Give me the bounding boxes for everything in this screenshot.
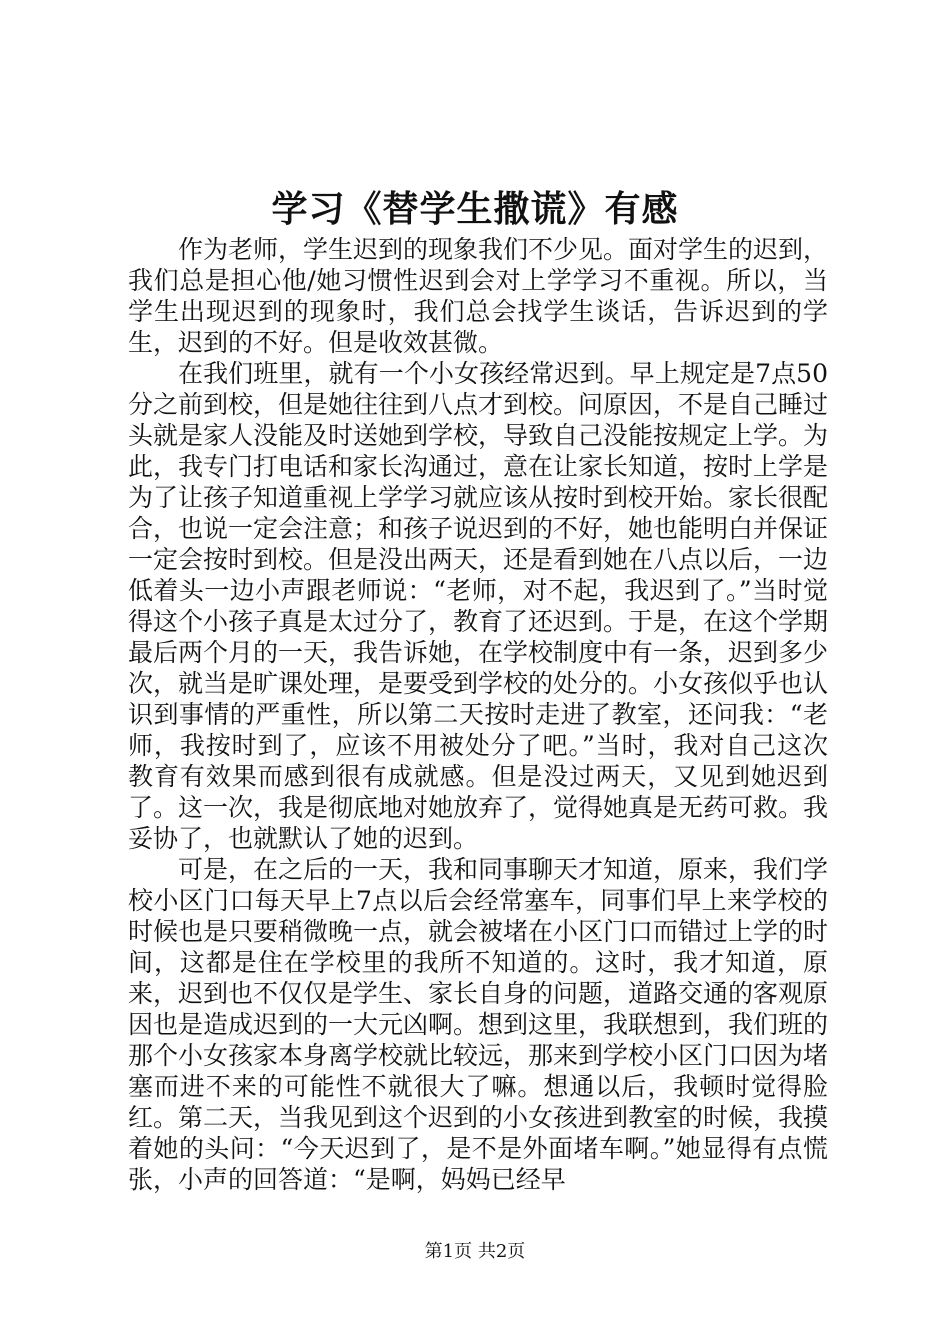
paragraph-3: 可是，在之后的一天，我和同事聊天才知道，原来，我们学校小区门口每天早上7点以后会经常塞车，同事们早上来学校的时候也是只要稍微晚一点，就会被堵在小区门口而错过上学的时间，这都是住在学校里的我所不知道的。这时，我才知道，原来，迟到也不仅仅是学生、家长自身的问题，道路交通的客观原因也是造成迟到的一大元凶啊。想到这里，我联想到，我们班的那个小女孩家本身离学校就比较远，那来到学校小区门口因为堵塞而进不来的可能性不就很大了嘛。想通以后，我顿时觉得脸红。第二天，当我见到这个迟到的小女孩进到教室的时候，我摸着她的头问：“今天迟到了，是不是外面堵车啊。”她显得有点慌张，小声的回答道：“是啊，妈妈已经早 xyxy=(128,855,829,1194)
document-title: 学习《替学生撒谎》有感 xyxy=(271,188,679,230)
page-number-footer: 第1页 共2页 xyxy=(424,1241,526,1262)
document-body xyxy=(128,234,828,1195)
paragraph-1: 作为老师，学生迟到的现象我们不少见。面对学生的迟到，我们总是担心他/她习惯性迟到会对上学学习不重视。所以，当学生出现迟到的现象时，我们总会找学生谈话，告诉迟到的学生，迟到的不好。但是收效甚微。 xyxy=(128,235,829,357)
paragraph-2: 在我们班里，就有一个小女孩经常迟到。早上规定是7点50分之前到校，但是她往往到八点才到校。问原因，不是自己睡过头就是家人没能及时送她到学校，导致自己没能按规定上学。为此，我专门打电话和家长沟通过，意在让家长知道，按时上学是为了让孩子知道重视上学学习就应该从按时到校开始。家长很配合，也说一定会注意；和孩子说迟到的不好，她也能明白并保证一定会按时到校。但是没出两天，还是看到她在八点以后，一边低着头一边小声跟老师说：“老师，对不起，我迟到了。”当时觉得这个小孩子真是太过分了，教育了还迟到。于是，在这个学期最后两个月的一天，我告诉她，在学校制度中有一条，迟到多少次，就当是旷课处理，是要受到学校的处分的。小女孩似乎也认识到事情的严重性，所以第二天按时走进了教室，还问我：“老师，我按时到了，应该不用被处分了吧。”当时，我对自己这次教育有效果而感到很有成就感。但是没过两天，又见到她迟到了。这一次，我是彻底地对她放弃了，觉得她真是无药可救。我妥协了，也就默认了她的迟到。 xyxy=(128,359,829,853)
